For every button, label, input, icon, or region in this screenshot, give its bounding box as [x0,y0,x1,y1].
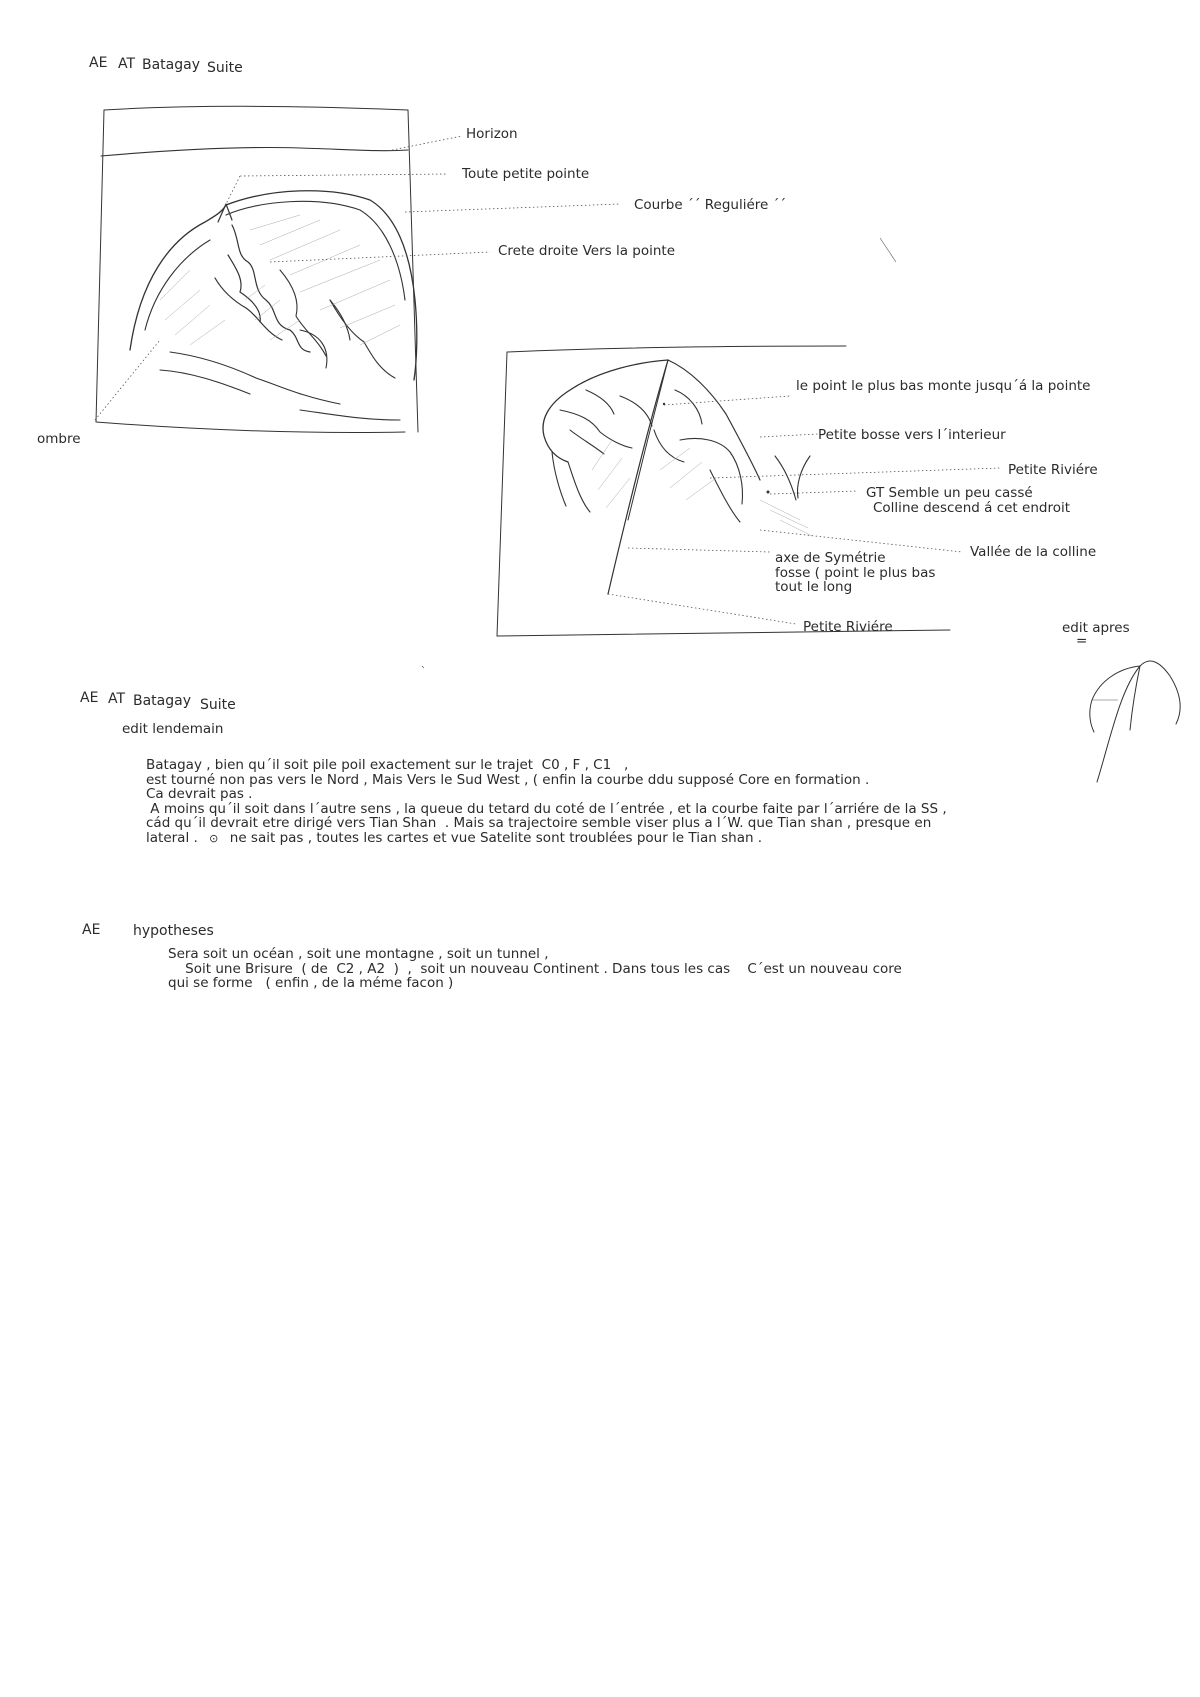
label-axe-fosse: fosse ( point le plus bas [775,565,936,581]
label-axe-symetrie: axe de Symétrie [775,550,886,566]
label-crete-droite: Crete droite Vers la pointe [498,243,676,259]
header2-edit-lendemain: edit lendemain [122,721,224,737]
label-gt-casse: GT Semble un peu cassé [866,485,1033,501]
header2-suite: Suite [200,697,236,713]
edit-apres-equals: = [1076,633,1088,649]
header1-place: Batagay [142,57,201,73]
label-petite-riviere-2: Petite Riviére [803,619,893,635]
paragraph-line: Soit une Brisure ( de C2 , A2 ) , soit un nouveau Continent . Dans tous les cas C´est un nouveau core [168,960,902,977]
header2-at: AT [108,691,126,707]
paragraph-line [146,831,947,847]
paragraph-line: qui se forme ( enfin , de la méme facon ) [168,975,454,991]
paragraph-line: est tourné non pas vers le Nord , Mais Vers le Sud West , ( enfin la courbe ddu supposé Core en formation . [146,771,870,788]
paragraph-line: Batagay , bien qu´il soit pile poil exactement sur le trajet C0 , F , C1 , [146,757,629,773]
label-axe-tout-le-long: tout le long [775,579,853,595]
label-courbe-reguliere: Courbe ´´ Reguliére ´´ [634,197,787,213]
label-petite-pointe: Toute petite pointe [462,166,590,182]
header1-ae: AE [89,55,108,71]
sun-symbol-icon: ⊙ [209,831,219,845]
label-colline-descend: Colline descend á cet endroit [873,500,1071,516]
paragraph-line: cád qu´il devrait etre dirigé vers Tian Shan . Mais sa trajectoire semble viser plus a l´W. que Tian shan , presque en [146,815,932,831]
header2-ae: AE [80,690,99,706]
label-vallee-colline: Vallée de la colline [970,544,1097,560]
paragraph-batagay [146,758,947,846]
paragraph-last-text: ne sait pas , toutes les cartes et vue Satelite sont troublées pour le Tian shan . [229,829,763,846]
paragraph-hypotheses [168,947,902,991]
label-petite-riviere-1: Petite Riviére [1008,462,1098,478]
edit-apres-label: edit apres [1062,620,1130,636]
label-ombre: ombre [37,431,81,447]
header1-suite: Suite [207,60,243,76]
label-petite-bosse: Petite bosse vers l´interieur [818,427,1006,443]
edit-apres-sketch [1090,661,1180,782]
header3-hypotheses: hypotheses [133,923,214,939]
paragraph-line: Sera soit un océan , soit une montagne , soit un tunnel , [168,946,549,962]
label-point-plus-bas: le point le plus bas monte jusqu´á la pointe [796,378,1091,394]
paragraph-lateral: lateral . [146,829,198,846]
header3-ae: AE [82,922,101,938]
sketch1-landscape [95,106,620,432]
header1-at: AT [118,56,136,72]
paragraph-line: A moins qu´il soit dans l´autre sens , la queue du tetard du coté de l´entrée , et la courbe faite par l´arriére de la SS , [146,800,947,817]
paragraph-line: Ca devrait pas . [146,786,253,802]
header2-place: Batagay [133,693,192,709]
label-horizon: Horizon [466,126,518,142]
